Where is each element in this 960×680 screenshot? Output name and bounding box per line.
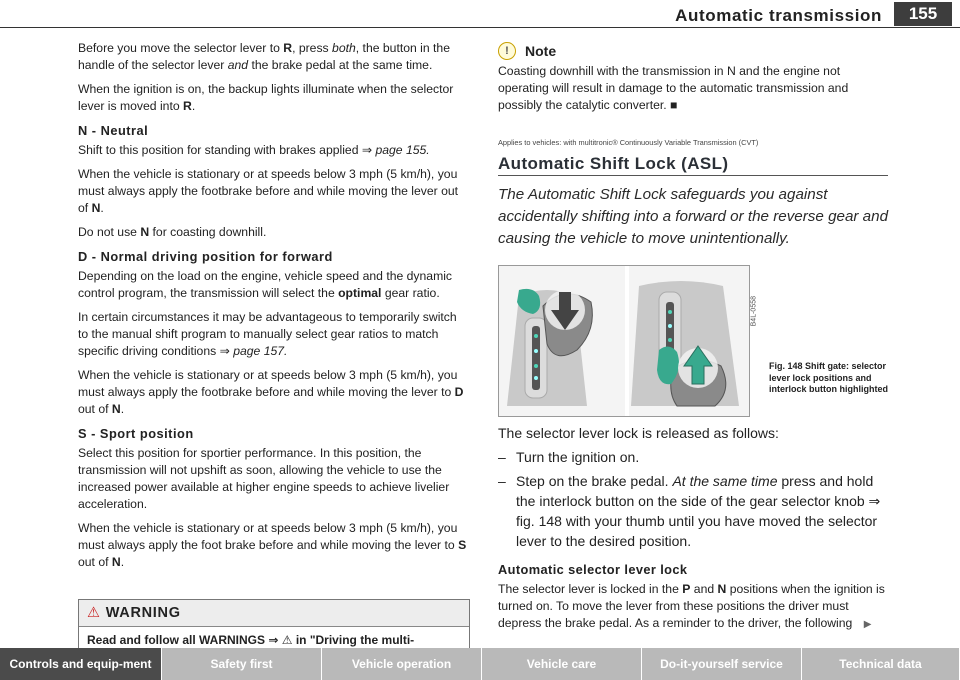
paragraph bbox=[78, 268, 470, 302]
list-item bbox=[498, 471, 890, 551]
text: gear ratio. bbox=[381, 286, 440, 300]
text: Step on the brake pedal. bbox=[516, 473, 673, 489]
heading-neutral: N - Neutral bbox=[78, 123, 149, 138]
text: R bbox=[183, 99, 192, 113]
shift-gate-illustration bbox=[499, 266, 749, 416]
right-column bbox=[498, 40, 890, 633]
text: both bbox=[332, 41, 356, 55]
text: N bbox=[111, 555, 121, 569]
text: The selector lever is locked in the bbox=[498, 582, 683, 596]
list-item bbox=[498, 447, 890, 467]
shift-gate-right bbox=[631, 281, 739, 406]
note-info-icon: ! bbox=[498, 42, 516, 60]
text: , press bbox=[292, 41, 333, 55]
text: N bbox=[111, 402, 121, 416]
text: Coasting downhill with the transmission in N and the engine not operating will result in damage to the automatic transmission and possibly the catalytic converter. bbox=[498, 64, 849, 112]
warning-header bbox=[79, 600, 469, 627]
shift-gate-figure bbox=[498, 265, 757, 417]
paragraph: When the vehicle is stationary or at speeds below 3 mph (5 km/h), you must always apply the footbrake before and while moving the lever to D out of N. bbox=[78, 368, 464, 416]
lock-intro: The selector lever lock is released as follows: bbox=[498, 425, 779, 441]
text: N bbox=[91, 201, 101, 215]
text: Shift to this position for standing with brakes applied bbox=[78, 143, 362, 157]
section-intro: The Automatic Shift Lock safeguards you against accidentally shifting into a forward or the reverse gear and causing the vehicle to move unintentionally. bbox=[498, 186, 889, 247]
paragraph: When the vehicle is stationary or at speeds below 3 mph (5 km/h), you must always apply the foot brake before and while moving the lever to S out of N. bbox=[78, 521, 467, 569]
text bbox=[516, 471, 890, 551]
paragraph bbox=[78, 309, 470, 360]
text: , the button in the handle of the selector lever bbox=[78, 41, 450, 72]
footer-nav bbox=[0, 648, 960, 680]
page-reference-link[interactable]: ⇒ page 155. bbox=[361, 143, 430, 157]
text: the brake pedal at the same time. bbox=[248, 58, 433, 72]
page-header bbox=[0, 0, 960, 28]
text: When the ignition is on, the backup lights illuminate when the selector lever is moved into bbox=[78, 82, 454, 113]
shift-gate-left bbox=[507, 289, 592, 406]
continue-arrow-icon: ▶ bbox=[863, 619, 872, 630]
text: N bbox=[717, 582, 727, 596]
warning-title: WARNING bbox=[105, 605, 181, 621]
text: When the vehicle is stationary or at speeds below 3 mph (5 km/h), you must always apply the foot brake before and while moving the lever to bbox=[78, 521, 459, 552]
tab-controls-and-equipment[interactable]: Controls and equip-ment bbox=[0, 648, 162, 680]
end-square-icon: ■ bbox=[670, 98, 678, 112]
figure-caption: Fig. 148 Shift gate: selector lever lock positions and interlock button highlighted bbox=[769, 361, 888, 394]
tab-vehicle-operation[interactable]: Vehicle operation bbox=[322, 648, 482, 680]
text: and bbox=[227, 58, 249, 72]
header-rule bbox=[0, 27, 960, 28]
tab-vehicle-care[interactable]: Vehicle care bbox=[482, 648, 642, 680]
paragraph bbox=[78, 40, 470, 74]
text: Do not use bbox=[78, 225, 141, 239]
left-column bbox=[78, 40, 470, 672]
paragraph: Select this position for sportier performance. In this position, the transmission will not upshift as soon, allowing the vehicle to use the increased power available at higher engine speeds to achieve livelier acceleration. bbox=[78, 446, 450, 511]
text: R bbox=[283, 41, 293, 55]
text: out of bbox=[78, 555, 112, 569]
paragraph bbox=[498, 581, 890, 633]
warning-text: Read and follow all WARNINGS ⇒ ⚠ in "Driving the multi- bbox=[87, 633, 415, 647]
figure-area bbox=[498, 265, 890, 423]
note-title: Note bbox=[525, 42, 557, 59]
paragraph bbox=[78, 142, 470, 159]
heading-drive: D - Normal driving position for forward bbox=[78, 249, 333, 264]
paragraph bbox=[78, 224, 470, 241]
text: In certain circumstances it may be advantageous to temporarily switch to the manual shift program to manually select gear ratios to match specific driving conditions bbox=[78, 310, 457, 358]
text: press and hold the interlock button on the side of the gear selector knob ⇒ fig. 148 with your thumb until you have moved the selector lever to the desired position. bbox=[516, 473, 881, 549]
text: At the same time bbox=[672, 473, 778, 489]
warning-triangle-icon: ⚠ bbox=[87, 605, 101, 621]
section-title: Automatic Shift Lock (ASL) bbox=[498, 155, 888, 176]
text: When the vehicle is stationary or at speeds below 3 mph (5 km/h), you must always apply the footbrake before and while moving the lever out of bbox=[78, 167, 459, 215]
paragraph: When the ignition is on, the backup lights illuminate when the selector lever is moved into R. bbox=[78, 82, 454, 113]
text: D bbox=[454, 385, 464, 399]
text: S bbox=[458, 538, 467, 552]
text: optimal bbox=[338, 286, 382, 300]
tab-technical-data[interactable]: Technical data bbox=[802, 648, 960, 680]
text: When the vehicle is stationary or at speeds below 3 mph (5 km/h), you must always apply the footbrake before and while moving the lever to bbox=[78, 368, 458, 399]
paragraph: When the vehicle is stationary or at speeds below 3 mph (5 km/h), you must always apply the footbrake before and while moving the lever out of N. bbox=[78, 167, 459, 215]
page-reference-link[interactable]: ⇒ page 157. bbox=[219, 344, 288, 358]
note-header bbox=[498, 42, 890, 60]
text: out of bbox=[78, 402, 112, 416]
applies-to-line: Applies to vehicles: with multitronic® Continuously Variable Transmission (CVT) bbox=[498, 138, 759, 147]
dash-bullet: – bbox=[498, 473, 506, 489]
dash-bullet: – bbox=[498, 449, 506, 465]
chapter-title: Automatic transmission bbox=[675, 6, 882, 25]
text: for coasting downhill. bbox=[149, 225, 267, 239]
text: P bbox=[682, 582, 691, 596]
text: positions when the ignition is turned on. To move the lever from these positions the driver must depress the brake pedal. As a reminder to the driver, the following bbox=[498, 582, 885, 630]
page-number: 155 bbox=[894, 2, 952, 26]
tab-safety-first[interactable]: Safety first bbox=[162, 648, 322, 680]
text: Before you move the selector lever to bbox=[78, 41, 284, 55]
text: N bbox=[140, 225, 150, 239]
heading-sport: S - Sport position bbox=[78, 426, 194, 441]
text: Depending on the load on the engine, vehicle speed and the dynamic control program, the transmission will select the bbox=[78, 269, 453, 300]
tab-do-it-yourself-service[interactable]: Do-it-yourself service bbox=[642, 648, 802, 680]
text: and bbox=[690, 582, 718, 596]
text: Turn the ignition on. bbox=[516, 449, 640, 465]
subheading: Automatic selector lever lock bbox=[498, 562, 688, 577]
note-text bbox=[498, 63, 890, 114]
figure-code: B4L-0558 bbox=[750, 296, 757, 327]
